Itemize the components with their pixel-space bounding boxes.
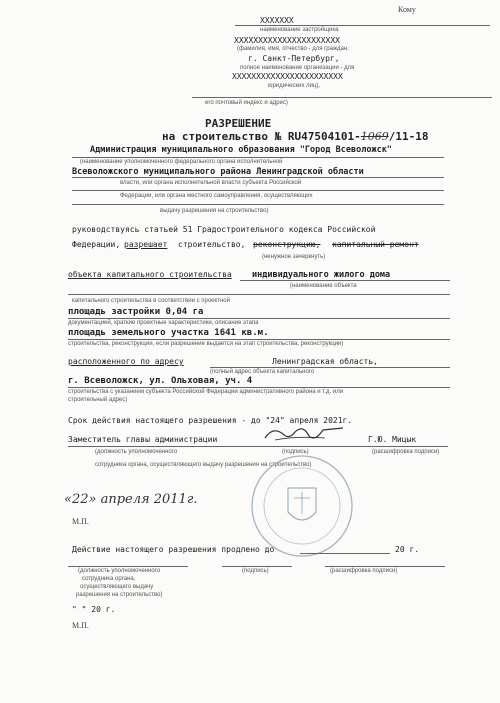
caption-strike: (ненужное зачеркнуть) (262, 254, 326, 260)
object-label: объекта капитального строительства (68, 270, 232, 279)
caption-object: (наименование объекта (290, 283, 357, 289)
permit-number-label: на строительство № RU47504101-1069/11-18 (162, 130, 429, 143)
caption-stage: строительства, реконструкции, если разрешение выдается на этап строительства, реконструкции) (68, 341, 344, 347)
redacted-name-1: XXXXXXX (260, 16, 294, 25)
caption-ext-2: сотрудника органа, (82, 576, 136, 582)
caption-address: его почтовый индекс и адрес) (205, 100, 288, 106)
build: строительство, (178, 240, 246, 249)
caption-decode-2: (расшифровка подписи) (330, 568, 398, 574)
area-land: площадь земельного участка 1641 кв.м. (68, 328, 269, 338)
signer: Г.Ю. Мицык (368, 435, 417, 444)
caption-ext-4: разрешения на строительство) (76, 592, 163, 598)
mp-2: М.П. (72, 621, 89, 630)
caption-name: (фамилия, имя, отчество - для граждан, (237, 46, 349, 52)
to-label: Кому (398, 5, 416, 14)
year-suffix: 20 г. (395, 545, 420, 554)
caption-construction-2: строительный адрес) (68, 397, 128, 403)
official-seal (248, 452, 356, 560)
date-blank: " " 20 г. (72, 605, 116, 614)
district: Всеволожского муниципального района Ленинградской области (72, 167, 364, 177)
caption-authority-4: выдачу разрешения на строительство) (160, 208, 269, 214)
caption-full-address: (полный адрес объекта капитального (210, 369, 315, 375)
street: г. Всеволожск, ул. Ольховая, уч. 4 (68, 376, 253, 386)
caption-signature: (подпись) (282, 449, 309, 455)
caption-decode: (расшифровка подписи) (372, 449, 440, 455)
doc-title: РАЗРЕШЕНИЕ (205, 117, 272, 130)
handwritten-number: 1069 (360, 130, 389, 143)
caption-authority-3: Федерации, или органа местного самоуправления, осуществляющих (120, 193, 313, 199)
located-label: расположенного по адресу (68, 357, 184, 366)
caption-authority: (наименование уполномоченного федерального органа исполнительной (80, 159, 283, 165)
city: г. Санкт-Петербург, (248, 54, 340, 63)
guided-by: руководствуясь статьей 51 Градостроительного кодекса Российской (72, 225, 376, 234)
caption-developer: наименование застройщика (260, 27, 339, 33)
caption-authority-2: власти, или органа исполнительной власти субъекта Российской (120, 180, 302, 186)
area-build: площадь застройки 0,04 га (68, 307, 204, 317)
redacted-name-2: XXXXXXXXXXXXXXXXXXXXXX (234, 36, 340, 45)
caption-signature-2: (подпись) (242, 568, 269, 574)
deputy: Заместитель главы администрации (68, 435, 218, 444)
reconstruction-struck: реконструкцию, (253, 240, 321, 249)
caption-ext-1: (должность уполномоченного (78, 568, 161, 574)
object-value: индивидуального жилого дома (252, 270, 391, 280)
caption-employee: сотрудника органа, осуществляющего выдачу разрешения на строительство) (95, 462, 312, 468)
caption-legal: юридических лиц), (268, 83, 321, 89)
administration: Администрация муниципального образования "Город Всеволожск" (90, 145, 392, 155)
caption-project: капитального строительства в соответствии с проектной (72, 298, 230, 304)
mp-1: М.П. (72, 517, 89, 526)
caption-position: (должность уполномоченного (95, 449, 178, 455)
issue-date: «22» апреля 2011г. (64, 492, 198, 507)
federation: Федерации, (72, 240, 121, 249)
signature-image (255, 424, 355, 448)
caption-docs: документацией, краткие проектные характеристики, описание этапа (68, 320, 259, 326)
redacted-name-3: XXXXXXXXXXXXXXXXXXXXXXX (232, 72, 343, 81)
caption-org: полное наименование организации - для (240, 65, 355, 71)
extended: Действие настоящего разрешения продлено до (72, 545, 275, 554)
region: Ленинградская область, (272, 357, 378, 366)
validity: Срок действия настоящего разрешения - до "24" апреля 2021г. (68, 416, 353, 425)
caption-construction: строительства с указанием субъекта Российской Федерации административного района и т.д. или (68, 389, 344, 395)
permits: разрешает (124, 240, 168, 249)
caption-ext-3: осуществляющего выдачу (80, 584, 154, 590)
repair-struck: капитальный ремонт (332, 240, 419, 249)
